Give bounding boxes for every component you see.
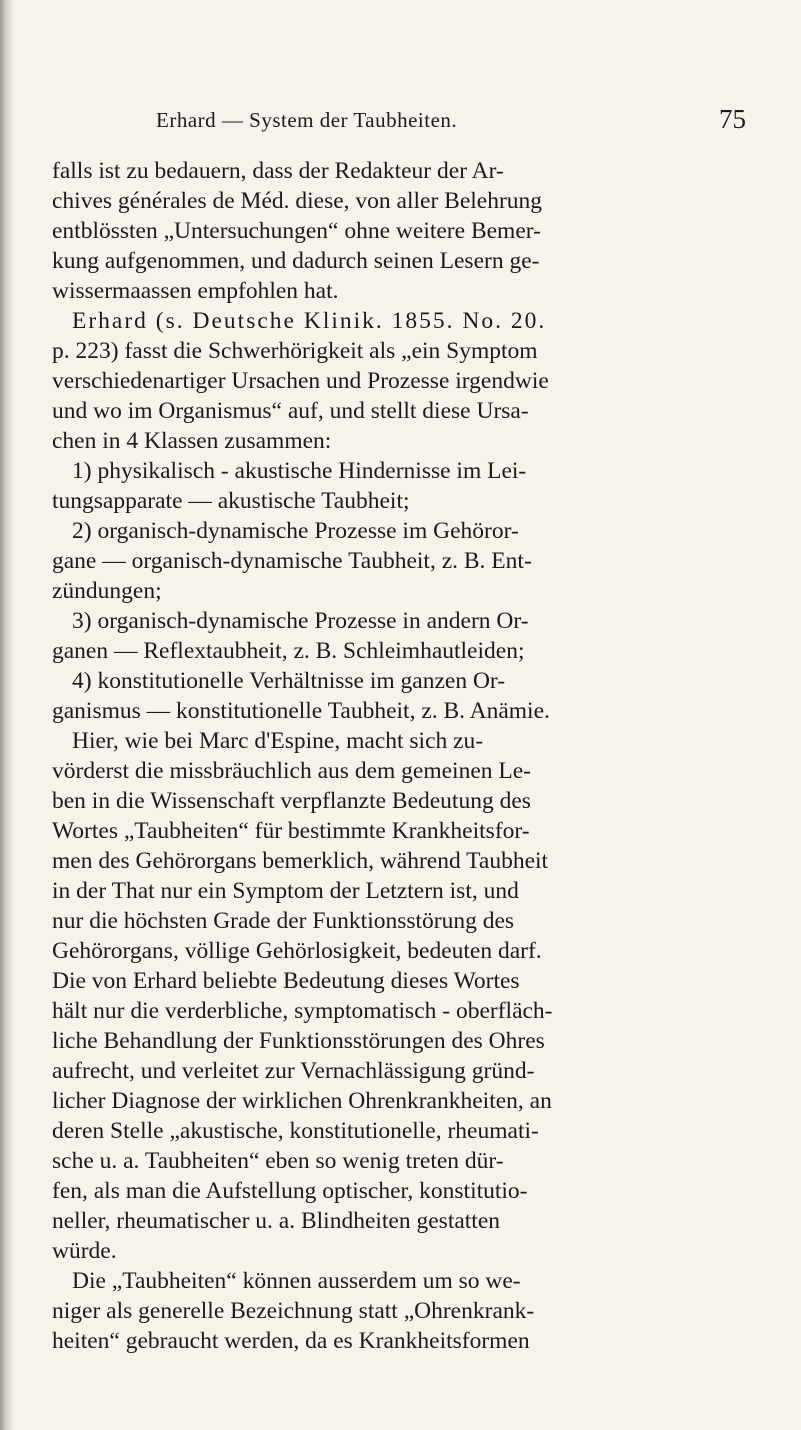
text-line: licher Diagnose der wirklichen Ohrenkrankheiten, an: [52, 1088, 552, 1114]
text-line: Hier, wie bei Marc d'Espine, macht sich zu-: [72, 728, 484, 754]
text-line: 1) physikalisch - akustische Hindernisse im Lei-: [72, 458, 527, 484]
text-line: Erhard (s. Deutsche Klinik. 1855. No. 20.: [72, 308, 547, 334]
text-line: falls ist zu bedauern, dass der Redakteur der Ar-: [52, 158, 504, 184]
text-line: Wortes „Taubheiten“ für bestimmte Krankheitsfor-: [52, 818, 530, 844]
text-line: niger als generelle Bezeichnung statt „Ohrenkrank-: [52, 1298, 535, 1324]
text-line: fen, als man die Aufstellung optischer, konstitutio-: [52, 1178, 528, 1204]
text-line: wissermaassen empfohlen hat.: [52, 278, 339, 304]
text-line: entblössten „Untersuchungen“ ohne weitere Bemer-: [52, 218, 541, 244]
text-line: gane — organisch-dynamische Taubheit, z. B. Ent-: [52, 548, 532, 574]
text-line: deren Stelle „akustische, konstitutionelle, rheumati-: [52, 1118, 539, 1144]
text-line: p. 223) fasst die Schwerhörigkeit als „ein Symptom: [52, 338, 538, 364]
text-line: chives générales de Méd. diese, von aller Belehrung: [52, 188, 543, 214]
text-line: men des Gehörorgans bemerklich, während Taubheit: [52, 848, 549, 874]
text-line: ganen — Reflextaubheit, z. B. Schleimhautleiden;: [52, 638, 525, 664]
page-number: 75: [719, 104, 746, 134]
text-line: und wo im Organismus“ auf, und stellt diese Ursa-: [52, 398, 529, 424]
text-line: chen in 4 Klassen zusammen:: [52, 428, 332, 454]
running-head: Erhard — System der Taubheiten.: [156, 108, 458, 132]
page-header: [156, 104, 746, 142]
text-line: nur die höchsten Grade der Funktionsstörung des: [52, 908, 515, 934]
text-line: ben in die Wissenschaft verpflanzte Bedeutung des: [52, 788, 531, 814]
text-line: heiten“ gebraucht werden, da es Krankheitsformen: [52, 1328, 530, 1354]
text-line: liche Behandlung der Funktionsstörungen des Ohres: [52, 1028, 545, 1054]
text-line: neller, rheumatischer u. a. Blindheiten gestatten: [52, 1208, 501, 1234]
text-line: aufrecht, und verleitet zur Vernachlässigung gründ-: [52, 1058, 535, 1084]
text-line: sche u. a. Taubheiten“ eben so wenig treten dür-: [52, 1148, 504, 1174]
text-line: ganismus — konstitutionelle Taubheit, z. B. Anämie.: [52, 698, 550, 724]
text-line: Gehörorgans, völlige Gehörlosigkeit, bedeuten darf.: [52, 938, 542, 964]
text-line: in der That nur ein Symptom der Letztern ist, und: [52, 878, 519, 904]
text-line: zündungen;: [52, 578, 162, 604]
binding-shadow: [0, 0, 14, 1430]
text-line: würde.: [52, 1238, 117, 1264]
text-line: 2) organisch-dynamische Prozesse im Gehöror-: [72, 518, 519, 544]
text-line: vörderst die missbräuchlich aus dem gemeinen Le-: [52, 758, 531, 784]
text-line: verschiedenartiger Ursachen und Prozesse irgendwie: [52, 368, 549, 394]
text-line: kung aufgenommen, und dadurch seinen Lesern ge-: [52, 248, 540, 274]
text-line: Die von Erhard beliebte Bedeutung dieses Wortes: [52, 968, 520, 994]
text-line: hält nur die verderbliche, symptomatisch - oberfläch-: [52, 998, 553, 1024]
text-line: tungsapparate — akustische Taubheit;: [52, 488, 410, 514]
text-line: Die „Taubheiten“ können ausserdem um so we-: [72, 1268, 521, 1294]
text-line: 4) konstitutionelle Verhältnisse im ganzen Or-: [72, 668, 506, 694]
text-line: 3) organisch-dynamische Prozesse in andern Or-: [72, 608, 529, 634]
